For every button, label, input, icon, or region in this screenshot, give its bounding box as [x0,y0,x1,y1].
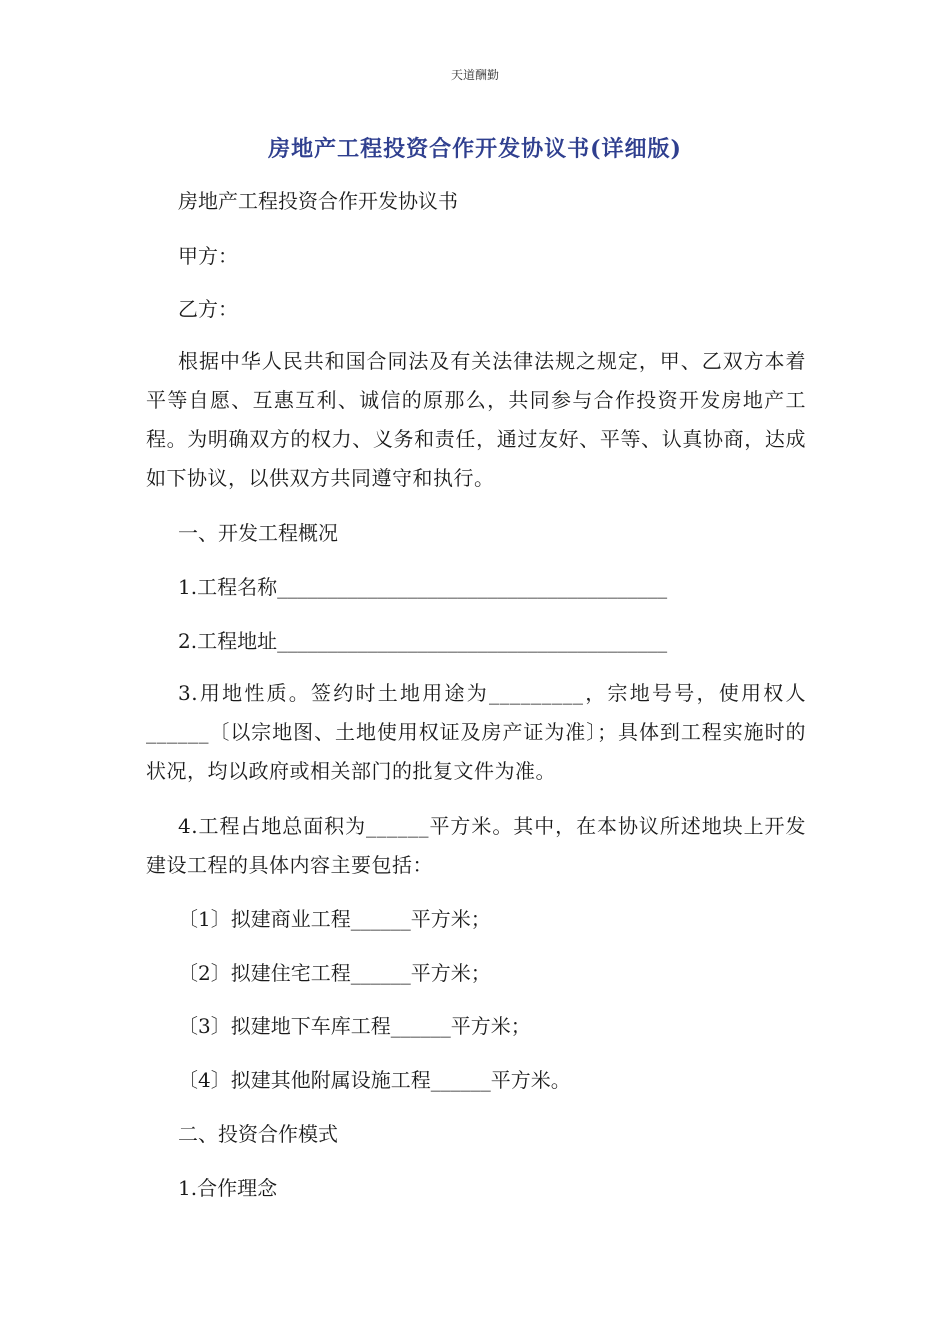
section-heading-2: 二、投资合作模式 [178,1122,338,1146]
party-b-label: 乙方： [178,297,238,321]
document-subtitle: 房地产工程投资合作开发协议书 [178,189,458,213]
document-title: 房地产工程投资合作开发协议书(详细版) [268,136,682,162]
party-a-label: 甲方： [178,244,238,268]
section-heading-1: 一、开发工程概况 [178,521,338,545]
project-address-line: 2.工程地址_______________________________________ [178,629,668,653]
project-name-line: 1.工程名称_______________________________________ [178,575,668,599]
sub-item-garage: 〔3〕拟建地下车库工程______平方米； [178,1014,531,1038]
sub-item-residential: 〔2〕拟建住宅工程______平方米； [178,961,491,985]
land-use-paragraph: 3.用地性质。签约时土地用途为_________，宗地号号，使用权人______〔以宗地图、土地使用权证及房产证为准〕；具体到工程实施时的状况，均以政府或相关部门的批复文件为准。 [146,681,806,783]
intro-paragraph: 根据中华人民共和国合同法及有关法律法规之规定，甲、乙双方本着平等自愿、互惠互利、诚信的原那么，共同参与合作投资开发房地产工程。为明确双方的权力、义务和责任，通过友好、平等、认真协商，达成如下协议，以供双方共同遵守和执行。 [146,349,806,490]
sub-item-facilities: 〔4〕拟建其他附属设施工程______平方米。 [178,1068,571,1092]
cooperation-concept-line: 1.合作理念 [178,1176,278,1200]
sub-item-commercial: 〔1〕拟建商业工程______平方米； [178,907,491,931]
page-header: 天道酬勤 [450,68,499,82]
land-area-paragraph: 4.工程占地总面积为______平方米。其中，在本协议所述地块上开发建设工程的具体内容主要包括： [146,814,806,877]
